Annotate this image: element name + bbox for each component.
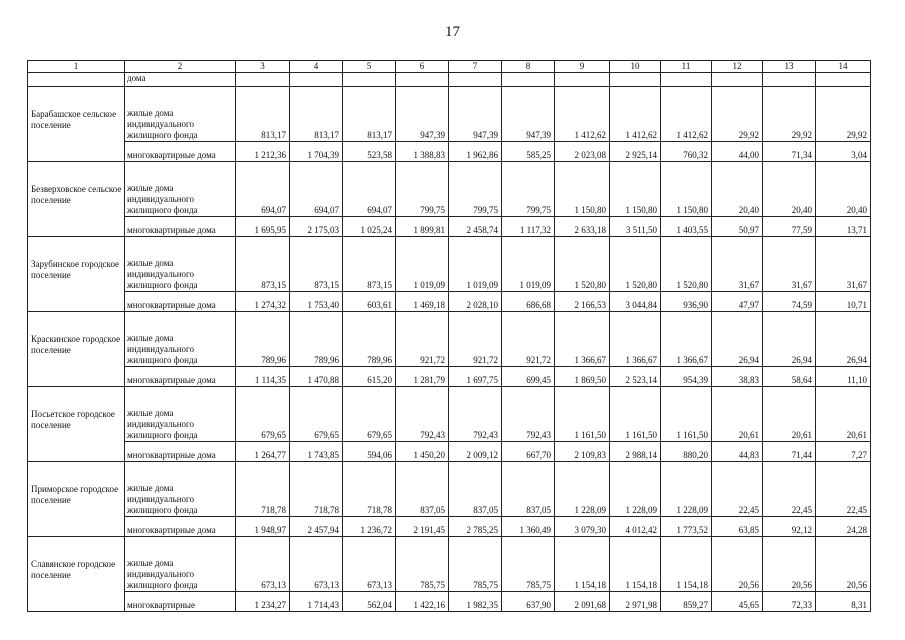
value-cell: 1 412,62 [555, 87, 610, 142]
value-cell: 686,68 [502, 292, 555, 312]
value-cell: 50,97 [712, 217, 763, 237]
value-cell: 2 166,53 [555, 292, 610, 312]
value-cell: 1 469,18 [396, 292, 449, 312]
value-cell: 837,05 [396, 462, 449, 517]
value-cell: 71,44 [763, 442, 816, 462]
value-cell: 92,12 [763, 517, 816, 537]
building-type-cell: многоквартирные дома [125, 442, 236, 462]
value-cell: 2 009,12 [449, 442, 502, 462]
value-cell: 2 109,83 [555, 442, 610, 462]
value-cell: 31,67 [763, 237, 816, 292]
value-cell: 45,65 [712, 592, 763, 612]
value-cell: 2 971,98 [610, 592, 661, 612]
settlement-name: Безверховское сельское поселение [28, 162, 125, 237]
value-cell: 1 264,77 [236, 442, 290, 462]
table-row [28, 312, 871, 367]
value-cell: 74,59 [763, 292, 816, 312]
value-cell: 1 982,35 [449, 592, 502, 612]
value-cell: 22,45 [763, 462, 816, 517]
value-cell: 3 044,84 [610, 292, 661, 312]
value-cell: 1 228,09 [661, 462, 712, 517]
value-cell: 1 274,32 [236, 292, 290, 312]
value-cell: 615,20 [343, 367, 396, 387]
value-cell: 954,39 [661, 367, 712, 387]
value-cell: 2 091,68 [555, 592, 610, 612]
value-cell: 2 023,08 [555, 142, 610, 162]
value-cell: 47,97 [712, 292, 763, 312]
building-type-cell: жилые дома индивидуального жилищного фонда [125, 162, 236, 217]
value-cell [290, 73, 343, 87]
column-number-header: 11 [661, 61, 712, 73]
column-number-header: 5 [343, 61, 396, 73]
value-cell: 1 150,80 [661, 162, 712, 217]
value-cell: 1 412,62 [610, 87, 661, 142]
value-cell: 694,07 [236, 162, 290, 217]
value-cell: 1 281,79 [396, 367, 449, 387]
settlement-name: Краскинское городское поселение [28, 312, 125, 387]
value-cell: 20,61 [763, 387, 816, 442]
value-cell [396, 73, 449, 87]
value-cell: 1 161,50 [610, 387, 661, 442]
column-number-header: 10 [610, 61, 661, 73]
settlement-name: Славянское городское поселение [28, 537, 125, 612]
value-cell: 792,43 [502, 387, 555, 442]
value-cell [555, 73, 610, 87]
value-cell: 718,78 [343, 462, 396, 517]
value-cell: 58,64 [763, 367, 816, 387]
value-cell: 523,58 [343, 142, 396, 162]
value-cell: 2 175,03 [290, 217, 343, 237]
building-type-cell: многоквартирные дома [125, 517, 236, 537]
value-cell: 1 019,09 [396, 237, 449, 292]
column-number-header: 6 [396, 61, 449, 73]
value-cell: 20,61 [712, 387, 763, 442]
value-cell: 785,75 [502, 537, 555, 592]
value-cell: 44,83 [712, 442, 763, 462]
value-cell: 1 154,18 [661, 537, 712, 592]
table-row [28, 387, 871, 442]
value-cell: 792,43 [396, 387, 449, 442]
value-cell: 22,45 [712, 462, 763, 517]
value-cell: 1 234,27 [236, 592, 290, 612]
value-cell: 2 191,45 [396, 517, 449, 537]
value-cell: 11,10 [816, 367, 871, 387]
value-cell: 31,67 [712, 237, 763, 292]
settlement-name: Посьетское городское поселение [28, 387, 125, 462]
value-cell: 1 366,67 [661, 312, 712, 367]
column-number-header: 12 [712, 61, 763, 73]
value-cell: 679,65 [343, 387, 396, 442]
value-cell: 4 012,42 [610, 517, 661, 537]
value-cell: 799,75 [449, 162, 502, 217]
value-cell: 1 520,80 [661, 237, 712, 292]
value-cell: 2 633,18 [555, 217, 610, 237]
value-cell: 2 458,74 [449, 217, 502, 237]
value-cell [661, 73, 712, 87]
value-cell: 673,13 [290, 537, 343, 592]
value-cell [712, 73, 763, 87]
value-cell: 20,56 [816, 537, 871, 592]
value-cell: 667,70 [502, 442, 555, 462]
value-cell: 3 079,30 [555, 517, 610, 537]
building-type-cell: жилые дома индивидуального жилищного фонда [125, 312, 236, 367]
building-type-cell: жилые дома индивидуального жилищного фонда [125, 462, 236, 517]
value-cell: 789,96 [343, 312, 396, 367]
value-cell [763, 73, 816, 87]
value-cell: 1 154,18 [555, 537, 610, 592]
value-cell [236, 73, 290, 87]
value-cell: 20,40 [763, 162, 816, 217]
continuation-row [28, 73, 871, 87]
table-row [28, 592, 871, 612]
value-cell: 789,96 [290, 312, 343, 367]
value-cell: 1 360,49 [502, 517, 555, 537]
value-cell: 585,25 [502, 142, 555, 162]
value-cell: 873,15 [343, 237, 396, 292]
value-cell [816, 73, 871, 87]
building-type-cell: многоквартирные дома [125, 292, 236, 312]
value-cell: 673,13 [343, 537, 396, 592]
table-row [28, 292, 871, 312]
header-row [28, 61, 871, 73]
value-cell: 694,07 [290, 162, 343, 217]
value-cell: 1 470,88 [290, 367, 343, 387]
value-cell: 1 019,09 [449, 237, 502, 292]
value-cell: 1 019,09 [502, 237, 555, 292]
value-cell: 1 366,67 [555, 312, 610, 367]
value-cell: 1 520,80 [610, 237, 661, 292]
value-cell: 1 388,83 [396, 142, 449, 162]
value-cell: 26,94 [712, 312, 763, 367]
value-cell [449, 73, 502, 87]
value-cell: 20,56 [763, 537, 816, 592]
column-number-header: 7 [449, 61, 502, 73]
value-cell: 799,75 [502, 162, 555, 217]
table-row [28, 142, 871, 162]
value-cell: 2 785,25 [449, 517, 502, 537]
column-number-header: 1 [28, 61, 125, 73]
value-cell: 2 457,94 [290, 517, 343, 537]
value-cell: 1 236,72 [343, 517, 396, 537]
value-cell: 1 154,18 [610, 537, 661, 592]
value-cell: 22,45 [816, 462, 871, 517]
column-number-header: 14 [816, 61, 871, 73]
table-row [28, 537, 871, 592]
building-type-cell: дома [125, 73, 236, 87]
settlement-cell [28, 73, 125, 87]
value-cell: 873,15 [290, 237, 343, 292]
value-cell: 38,83 [712, 367, 763, 387]
value-cell: 718,78 [236, 462, 290, 517]
value-cell: 3 511,50 [610, 217, 661, 237]
table-row [28, 442, 871, 462]
value-cell: 813,17 [236, 87, 290, 142]
value-cell: 921,72 [449, 312, 502, 367]
column-number-header: 8 [502, 61, 555, 73]
table-row [28, 237, 871, 292]
value-cell: 1 114,35 [236, 367, 290, 387]
value-cell: 72,33 [763, 592, 816, 612]
building-type-cell: жилые дома индивидуального жилищного фонда [125, 87, 236, 142]
building-type-cell: многоквартирные дома [125, 142, 236, 162]
value-cell: 1 412,62 [661, 87, 712, 142]
value-cell [343, 73, 396, 87]
building-type-cell: многоквартирные [125, 592, 236, 612]
value-cell: 1 025,24 [343, 217, 396, 237]
value-cell: 837,05 [449, 462, 502, 517]
value-cell: 562,04 [343, 592, 396, 612]
value-cell: 1 753,40 [290, 292, 343, 312]
value-cell: 1 714,43 [290, 592, 343, 612]
settlement-name: Зарубинское городское поселение [28, 237, 125, 312]
value-cell: 1 450,20 [396, 442, 449, 462]
settlement-name: Приморское городское поселение [28, 462, 125, 537]
value-cell: 1 403,55 [661, 217, 712, 237]
value-cell: 603,61 [343, 292, 396, 312]
value-cell: 1 212,36 [236, 142, 290, 162]
value-cell: 1 704,39 [290, 142, 343, 162]
building-type-cell: жилые дома индивидуального жилищного фонда [125, 387, 236, 442]
value-cell: 7,27 [816, 442, 871, 462]
value-cell: 1 899,81 [396, 217, 449, 237]
value-cell: 1 695,95 [236, 217, 290, 237]
value-cell: 694,07 [343, 162, 396, 217]
value-cell: 1 228,09 [555, 462, 610, 517]
value-cell: 1 150,80 [555, 162, 610, 217]
value-cell: 947,39 [449, 87, 502, 142]
value-cell: 792,43 [449, 387, 502, 442]
value-cell: 10,71 [816, 292, 871, 312]
value-cell [502, 73, 555, 87]
table-row [28, 87, 871, 142]
value-cell: 1 869,50 [555, 367, 610, 387]
value-cell: 637,90 [502, 592, 555, 612]
tariff-table [27, 60, 871, 612]
value-cell: 2 988,14 [610, 442, 661, 462]
table-row [28, 517, 871, 537]
value-cell: 13,71 [816, 217, 871, 237]
value-cell: 1 520,80 [555, 237, 610, 292]
table-row [28, 462, 871, 517]
value-cell: 1 161,50 [555, 387, 610, 442]
value-cell: 873,15 [236, 237, 290, 292]
value-cell: 785,75 [449, 537, 502, 592]
building-type-cell: жилые дома индивидуального жилищного фонда [125, 537, 236, 592]
value-cell: 1 773,52 [661, 517, 712, 537]
value-cell: 29,92 [712, 87, 763, 142]
column-number-header: 9 [555, 61, 610, 73]
value-cell: 947,39 [396, 87, 449, 142]
value-cell: 20,40 [712, 162, 763, 217]
value-cell: 1 962,86 [449, 142, 502, 162]
building-type-cell: жилые дома индивидуального жилищного фонда [125, 237, 236, 292]
value-cell: 8,31 [816, 592, 871, 612]
table-row [28, 217, 871, 237]
value-cell: 673,13 [236, 537, 290, 592]
value-cell: 785,75 [396, 537, 449, 592]
building-type-cell: многоквартирные дома [125, 367, 236, 387]
value-cell: 26,94 [816, 312, 871, 367]
column-number-header: 13 [763, 61, 816, 73]
value-cell: 1 366,67 [610, 312, 661, 367]
value-cell: 20,61 [816, 387, 871, 442]
value-cell: 921,72 [502, 312, 555, 367]
value-cell: 20,56 [712, 537, 763, 592]
building-type-cell: многоквартирные дома [125, 217, 236, 237]
value-cell: 921,72 [396, 312, 449, 367]
value-cell: 837,05 [502, 462, 555, 517]
value-cell: 880,20 [661, 442, 712, 462]
value-cell: 1 117,32 [502, 217, 555, 237]
value-cell: 63,85 [712, 517, 763, 537]
value-cell: 2 925,14 [610, 142, 661, 162]
value-cell: 936,90 [661, 292, 712, 312]
value-cell: 71,34 [763, 142, 816, 162]
value-cell: 679,65 [290, 387, 343, 442]
value-cell: 859,27 [661, 592, 712, 612]
value-cell: 26,94 [763, 312, 816, 367]
value-cell: 2 523,14 [610, 367, 661, 387]
value-cell: 29,92 [763, 87, 816, 142]
value-cell: 813,17 [290, 87, 343, 142]
page-number: 17 [445, 24, 460, 40]
column-number-header: 4 [290, 61, 343, 73]
value-cell: 594,06 [343, 442, 396, 462]
value-cell: 20,40 [816, 162, 871, 217]
value-cell: 1 422,16 [396, 592, 449, 612]
value-cell: 699,45 [502, 367, 555, 387]
value-cell: 2 028,10 [449, 292, 502, 312]
settlement-name: Барабашское сельское поселение [28, 87, 125, 162]
value-cell: 760,32 [661, 142, 712, 162]
value-cell: 1 743,85 [290, 442, 343, 462]
value-cell [610, 73, 661, 87]
value-cell: 1 161,50 [661, 387, 712, 442]
value-cell: 679,65 [236, 387, 290, 442]
value-cell: 24,28 [816, 517, 871, 537]
value-cell: 813,17 [343, 87, 396, 142]
table-row [28, 367, 871, 387]
value-cell: 789,96 [236, 312, 290, 367]
value-cell: 77,59 [763, 217, 816, 237]
value-cell: 1 150,80 [610, 162, 661, 217]
value-cell: 1 948,97 [236, 517, 290, 537]
column-number-header: 2 [125, 61, 236, 73]
value-cell: 3,04 [816, 142, 871, 162]
value-cell: 1 228,09 [610, 462, 661, 517]
column-number-header: 3 [236, 61, 290, 73]
value-cell: 31,67 [816, 237, 871, 292]
value-cell: 1 697,75 [449, 367, 502, 387]
value-cell: 947,39 [502, 87, 555, 142]
value-cell: 718,78 [290, 462, 343, 517]
value-cell: 29,92 [816, 87, 871, 142]
value-cell: 44,00 [712, 142, 763, 162]
value-cell: 799,75 [396, 162, 449, 217]
table-row [28, 162, 871, 217]
